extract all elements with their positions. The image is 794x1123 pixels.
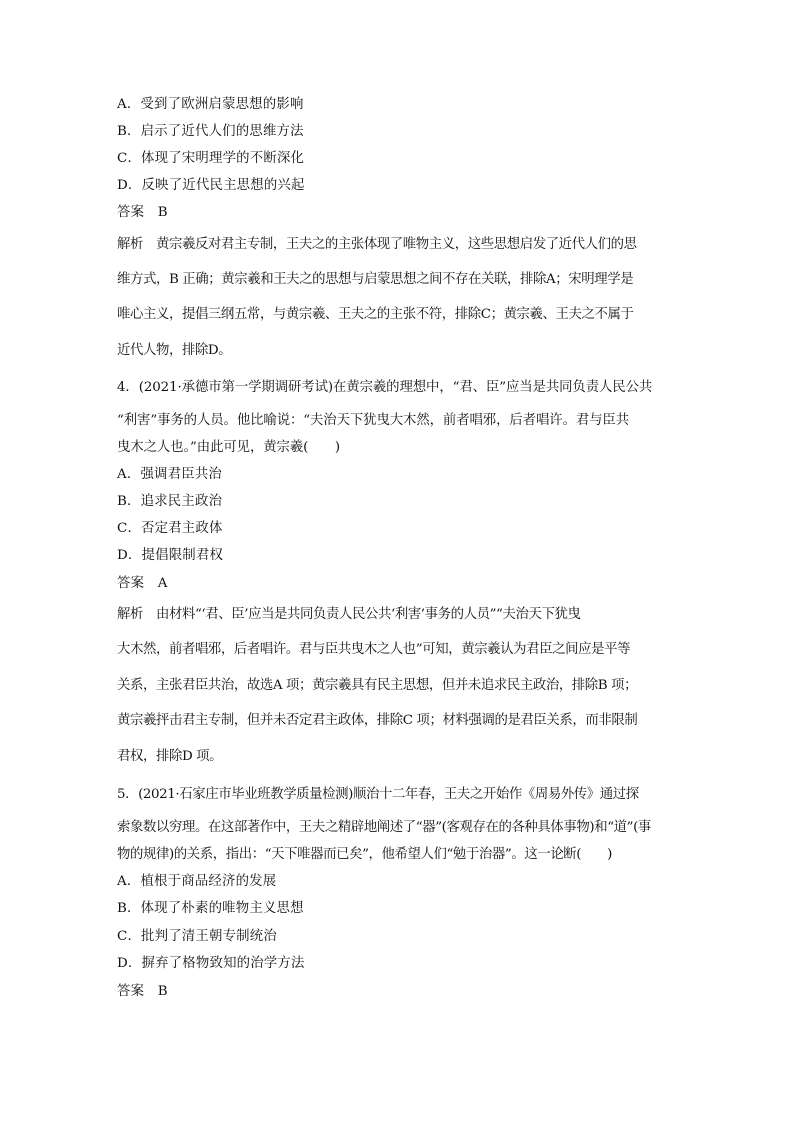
- q3-analysis-line-3: 唯心主义，提倡三纲五常，与黄宗羲、王夫之的主张不符，排除C；黄宗羲、王夫之不属于: [117, 307, 634, 322]
- q5-option-a: A．植根于商品经济的发展: [117, 874, 277, 889]
- q4-stem-line-1: 4．(2021·承德市第一学期调研考试)在黄宗羲的理想中，“君、臣”应当是共同负责人民公共: [117, 380, 653, 395]
- q4-analysis-line-1: 解析 由材料“‘君、臣’应当是共同负责人民公共‘利害’事务的人员”“夫治天下犹曳: [117, 607, 581, 622]
- q4-stem-line-2: “利害”事务的人员。他比喻说：“夫治天下犹曳大木然，前者唱邪，后者唱许。君与臣共: [117, 413, 629, 428]
- q5-option-c: C．批判了清王朝专制统治: [117, 929, 277, 944]
- q4-analysis-line-4: 黄宗羲抨击君主专制，但并未否定君主政体，排除C 项；材料强调的是君臣关系，而非限制: [117, 713, 638, 728]
- q3-option-c: C．体现了宋明理学的不断深化: [117, 151, 305, 166]
- q4-analysis-line-5: 君权，排除D 项。: [117, 749, 223, 764]
- q3-option-d: D．反映了近代民主思想的兴起: [117, 178, 305, 193]
- q3-answer: 答案 B: [117, 205, 168, 220]
- q5-option-d: D．摒弃了格物致知的治学方法: [117, 956, 305, 971]
- q3-option-b: B．启示了近代人们的思维方法: [117, 124, 304, 139]
- q3-analysis-line-2: 维方式，B 正确；黄宗羲和王夫之的思想与启蒙思想之间不存在关联，排除A；宋明理学是: [117, 272, 634, 287]
- q4-option-d: D．提倡限制君权: [117, 548, 224, 563]
- q5-stem-line-3: 物的规律)的关系，指出：“天下唯器而已矣”，他希望人们“勉于治器”。这一论断( ): [117, 847, 612, 862]
- q3-analysis-line-1: 解析 黄宗羲反对君主专制，王夫之的主张体现了唯物主义，这些思想启发了近代人们的思: [117, 237, 637, 252]
- q4-analysis-line-2: 大木然，前者唱邪，后者唱许。君与臣共曳木之人也”可知，黄宗羲认为君臣之间应是平等: [117, 642, 631, 657]
- q5-stem-line-2: 索象数以穷理。在这部著作中，王夫之精辟地阐述了“器”(客观存在的各种具体事物)和“道”(事: [117, 820, 651, 835]
- q3-option-a: A．受到了欧洲启蒙思想的影响: [117, 97, 304, 112]
- q5-answer: 答案 B: [117, 984, 168, 999]
- q4-stem-line-3: 曳木之人也。”由此可见，黄宗羲( ): [117, 440, 340, 455]
- q4-option-c: C．否定君主政体: [117, 521, 223, 536]
- q5-option-b: B．体现了朴素的唯物主义思想: [117, 901, 304, 916]
- q4-option-a: A．强调君臣共治: [117, 467, 223, 482]
- q4-option-b: B．追求民主政治: [117, 494, 223, 509]
- q5-stem-line-1: 5．(2021·石家庄市毕业班教学质量检测)顺治十二年春，王夫之开始作《周易外传》通过探: [117, 787, 639, 802]
- q4-analysis-line-3: 关系，主张君臣共治，故选A 项；黄宗羲具有民主思想，但并未追求民主政治，排除B 项；: [117, 678, 638, 693]
- q4-answer: 答案 A: [117, 576, 168, 591]
- q3-analysis-line-4: 近代人物，排除D。: [117, 343, 232, 358]
